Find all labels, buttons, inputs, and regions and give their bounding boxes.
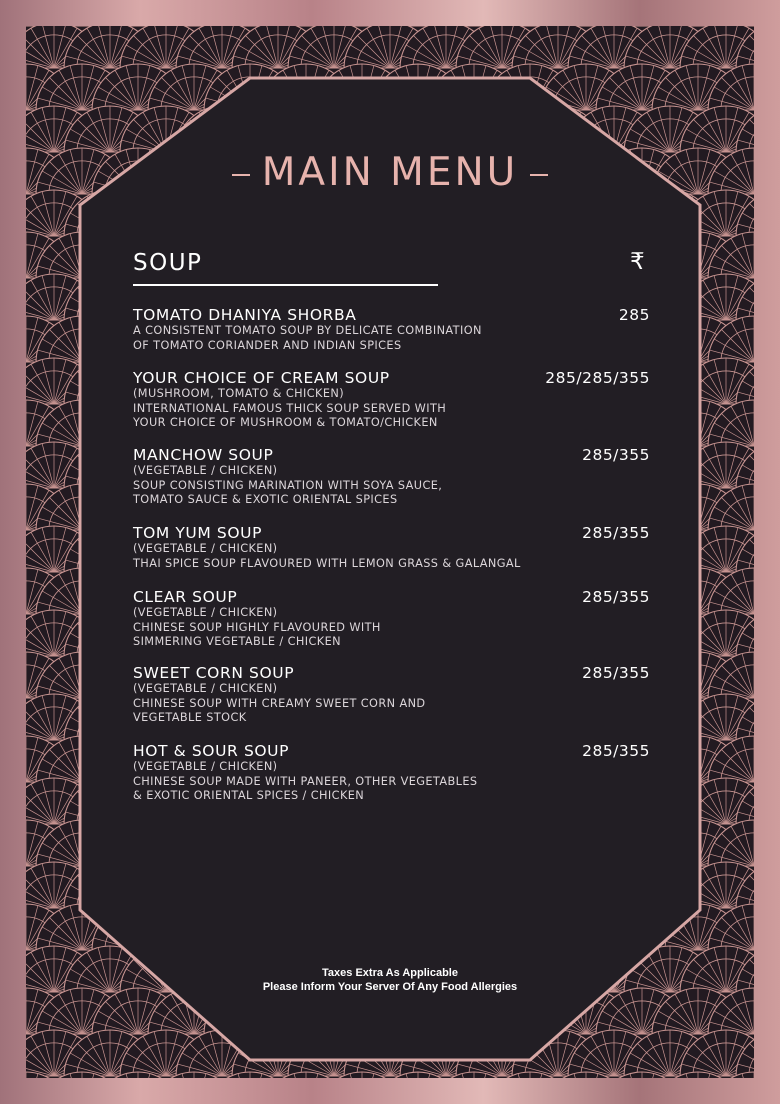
menu-item — [133, 742, 650, 804]
section-heading: SOUP — [133, 250, 203, 276]
section-underline — [133, 284, 438, 286]
allergy-note: Please Inform Your Server Of Any Food Allergies — [262, 981, 518, 993]
item-description: VEGETABLE STOCK — [133, 711, 247, 724]
item-description: & EXOTIC ORIENTAL SPICES / CHICKEN — [133, 789, 365, 802]
menu-title — [0, 150, 780, 195]
item-price: 285/355 — [582, 588, 650, 606]
title-dash-right — [530, 174, 548, 176]
item-price: 285 — [618, 306, 650, 324]
item-description: SOUP CONSISTING MARINATION WITH SOYA SAUCE, — [133, 478, 443, 492]
item-price: 285/355 — [582, 742, 650, 760]
item-description: OF TOMATO CORIANDER AND INDIAN SPICES — [133, 338, 402, 352]
item-description: INTERNATIONAL FAMOUS THICK SOUP SERVED WITH — [133, 401, 447, 415]
item-name: MANCHOW SOUP — [133, 446, 274, 464]
menu-item — [133, 588, 650, 650]
item-price: 285/285/355 — [545, 369, 650, 387]
item-description: CHINESE SOUP MADE WITH PANEER, OTHER VEGETABLES — [133, 774, 478, 788]
item-description: CHINESE SOUP WITH CREAMY SWEET CORN AND — [133, 696, 426, 710]
item-description: YOUR CHOICE OF MUSHROOM & TOMATO/CHICKEN — [133, 416, 438, 429]
item-description: TOMATO SAUCE & EXOTIC ORIENTAL SPICES — [133, 493, 398, 506]
menu-item — [133, 664, 650, 726]
item-price: 285/355 — [582, 664, 650, 682]
item-price: 285/355 — [582, 524, 650, 542]
footer-note — [0, 966, 780, 994]
menu-item — [133, 446, 650, 508]
item-variant: (VEGETABLE / CHICKEN) — [133, 682, 278, 695]
item-variant: (MUSHROOM, TOMATO & CHICKEN) — [133, 387, 345, 400]
item-variant: (VEGETABLE / CHICKEN) — [133, 464, 278, 477]
item-name: SWEET CORN SOUP — [133, 664, 295, 682]
item-description: THAI SPICE SOUP FLAVOURED WITH LEMON GRASS & GALANGAL — [133, 556, 521, 570]
item-name: CLEAR SOUP — [133, 588, 238, 606]
item-description: SIMMERING VEGETABLE / CHICKEN — [133, 635, 341, 648]
item-variant: (VEGETABLE / CHICKEN) — [133, 542, 278, 555]
menu-item — [133, 369, 650, 431]
item-name: HOT & SOUR SOUP — [133, 742, 290, 760]
item-variant: (VEGETABLE / CHICKEN) — [133, 606, 278, 619]
item-name: TOMATO DHANIYA SHORBA — [133, 306, 357, 324]
item-variant: (VEGETABLE / CHICKEN) — [133, 760, 278, 773]
item-name: YOUR CHOICE OF CREAM SOUP — [133, 369, 390, 387]
menu-item — [133, 524, 650, 571]
tax-note: Taxes Extra As Applicable — [322, 967, 458, 979]
item-name: TOM YUM SOUP — [133, 524, 263, 542]
item-price: 285/355 — [582, 446, 650, 464]
menu-item — [133, 306, 650, 353]
rupee-icon: ₹ — [630, 249, 645, 275]
title-dash-left — [232, 174, 250, 176]
item-description: A CONSISTENT TOMATO SOUP BY DELICATE COMBINATION — [133, 324, 482, 337]
item-description: CHINESE SOUP HIGHLY FLAVOURED WITH — [133, 620, 381, 634]
menu-title-text: MAIN MENU — [261, 150, 519, 195]
